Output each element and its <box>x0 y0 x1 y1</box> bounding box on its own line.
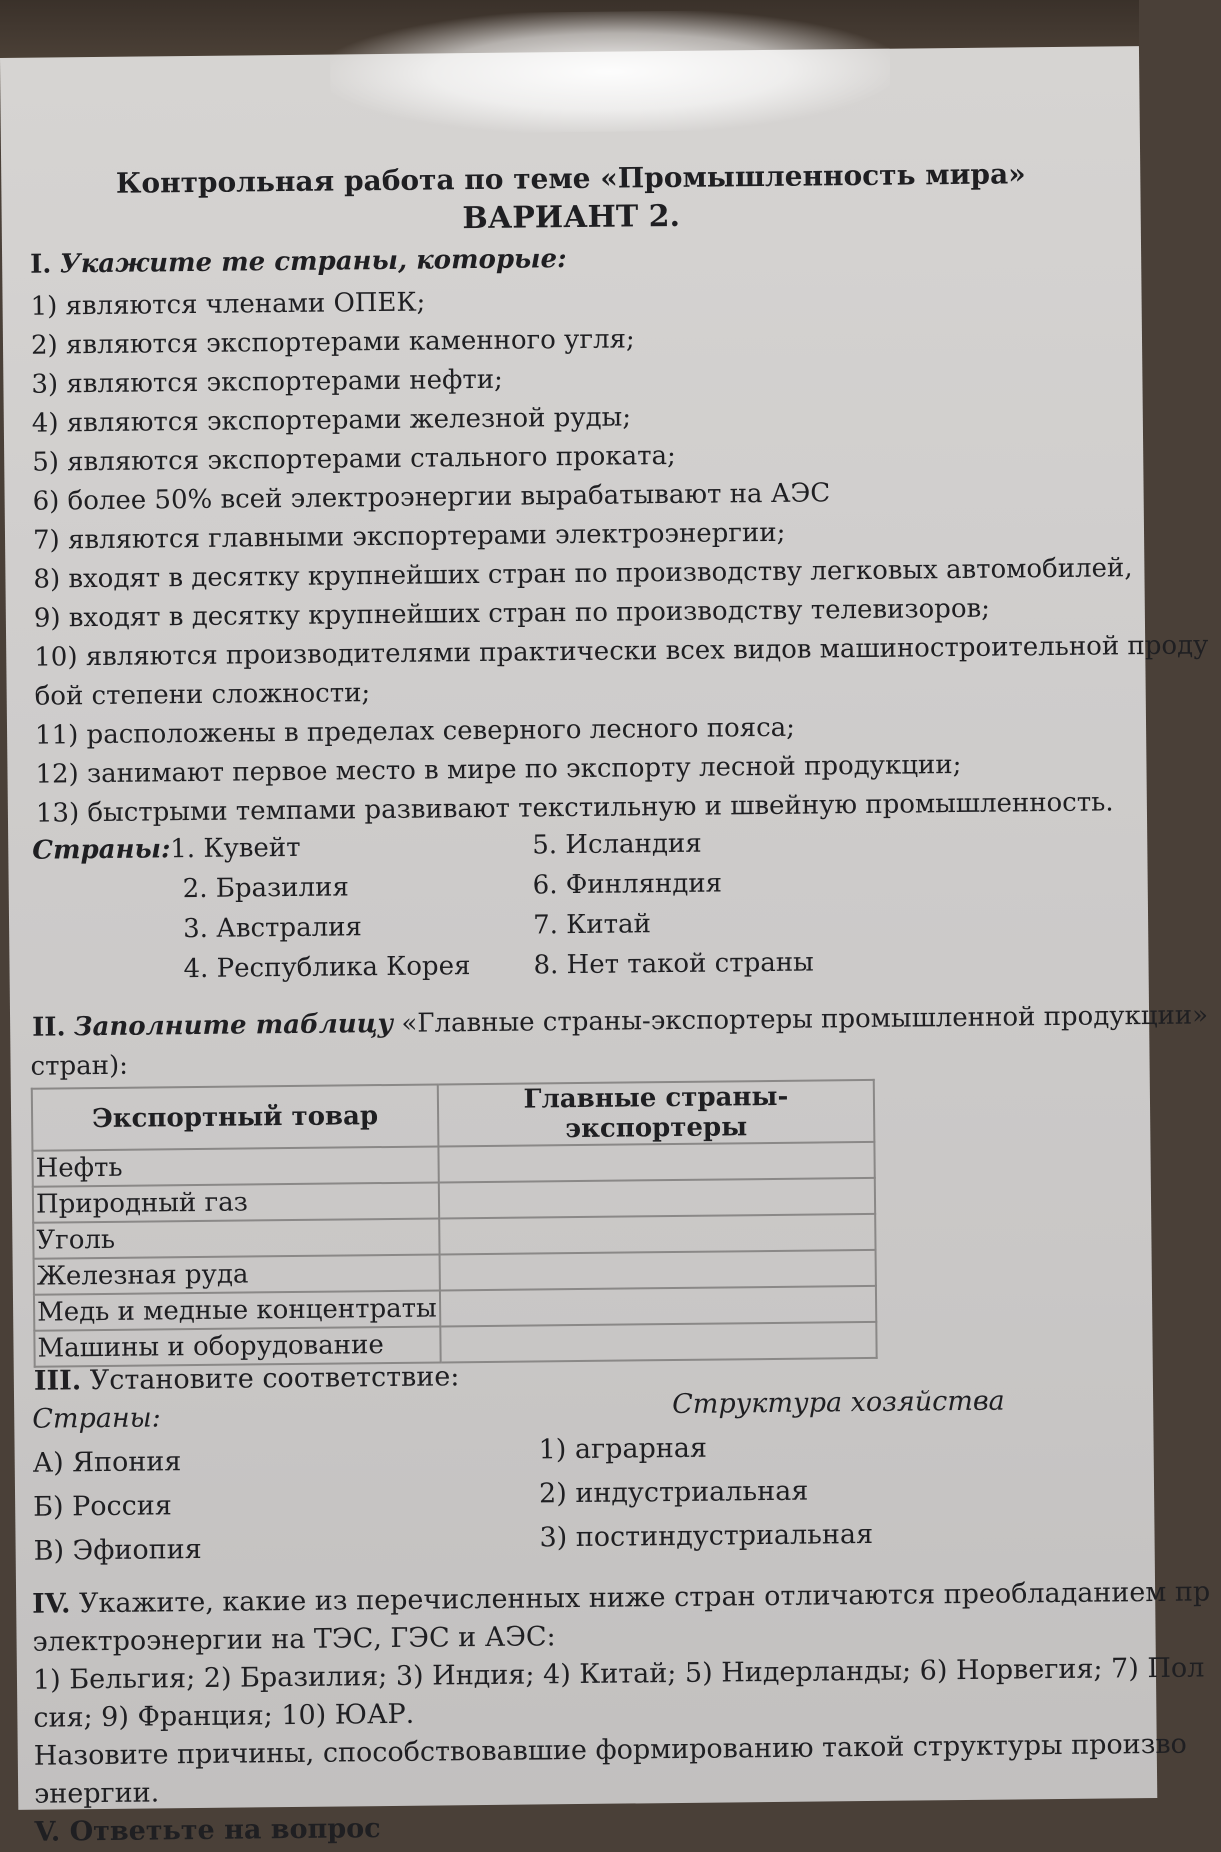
section-4-line: Назовите причины, способствовавшие формированию такой структуры произво <box>33 1728 1187 1772</box>
country-item: 5. Исландия <box>532 828 702 861</box>
section-1-instruction: Укажите те страны, которые: <box>59 244 567 280</box>
match-country: Б) Россия <box>33 1490 172 1523</box>
list-item: бой степени сложности; <box>34 678 371 712</box>
section-2-number: II. <box>31 1012 66 1043</box>
list-item: 6) более 50% всей электроэнергии вырабатывают на АЭС <box>32 478 831 517</box>
list-item: 8) входят в десятку крупнейших стран по производству легковых автомобилей, <box>33 553 1133 595</box>
table-cell-empty[interactable] <box>439 1178 875 1219</box>
section-3-number: III. <box>33 1365 82 1397</box>
table-header-goods: Экспортный товар <box>32 1084 439 1150</box>
table-cell-goods: Машины и оборудование <box>34 1326 440 1366</box>
list-item: 1) являются членами ОПЕК; <box>30 287 426 322</box>
section-1-list <box>30 275 1210 833</box>
countries-label: Страны: <box>32 834 171 866</box>
table-cell-empty[interactable] <box>438 1142 874 1183</box>
section-3-heading <box>34 1361 460 1396</box>
table-cell-empty[interactable] <box>439 1214 875 1255</box>
list-item: 3) являются экспортерами нефти; <box>31 364 503 400</box>
country-item: 3. Австралия <box>182 912 363 945</box>
country-item: 2. Бразилия <box>182 872 349 905</box>
exporters-table <box>31 1079 878 1368</box>
section-2-text: «Главные страны-экспортеры промышленной продукции» <box>401 1000 1209 1039</box>
section-4-line: сия; 9) Франция; 10) ЮАР. <box>33 1698 415 1734</box>
list-item: 12) занимают первое место в мире по экспорту лесной продукции; <box>35 749 962 790</box>
countries-label: Страны: <box>32 1402 161 1435</box>
worksheet-page <box>0 46 1211 1848</box>
section-4-line: IV. Укажите, какие из перечисленных ниже стран отличаются преобладанием пр <box>32 1576 1211 1620</box>
section-5-heading: V. Ответьте на вопрос <box>34 1813 381 1848</box>
table-cell-goods: Нефть <box>32 1146 438 1186</box>
table-cell-empty[interactable] <box>440 1250 876 1291</box>
table-header-row <box>32 1080 875 1151</box>
table-cell-goods: Уголь <box>33 1218 439 1258</box>
match-structure: 3) постиндустриальная <box>539 1518 874 1554</box>
section-4-line: 1) Бельгия; 2) Бразилия; 3) Индия; 4) Китай; 5) Нидерланды; 6) Норвегия; 7) Пол <box>32 1652 1205 1696</box>
section-2-instruction: Заполните таблицу <box>73 1008 394 1043</box>
match-country: В) Эфиопия <box>33 1533 202 1567</box>
page-title: Контрольная работа по теме «Промышленность мира» <box>115 157 1026 200</box>
country-item: 4. Республика Корея <box>183 951 471 985</box>
section-4-line: электроэнергии на ТЭС, ГЭС и АЭС: <box>32 1621 556 1658</box>
countries-block <box>32 825 1034 1005</box>
structure-label: Структура хозяйства <box>671 1385 1005 1421</box>
list-item: 7) являются главными экспортерами электроэнергии; <box>32 517 786 556</box>
table-cell-empty[interactable] <box>440 1286 876 1327</box>
table-cell-goods: Природный газ <box>33 1182 439 1222</box>
table-header-countries: Главные страны-экспортеры <box>438 1080 875 1147</box>
list-item: 4) являются экспортерами железной руды; <box>31 402 632 439</box>
section-1-number: I. <box>30 249 52 280</box>
section-1-heading <box>30 244 567 280</box>
list-item: 9) входят в десятку крупнейших стран по производству телевизоров; <box>33 593 991 634</box>
country-item: 7. Китай <box>532 909 652 941</box>
section-4-line: энергии. <box>34 1777 160 1810</box>
match-structure: 1) аграрная <box>538 1432 708 1466</box>
match-country: А) Япония <box>32 1446 182 1479</box>
table-cell-empty[interactable] <box>440 1322 876 1363</box>
section-4-number: IV. <box>32 1588 71 1620</box>
section-3-instruction: Установите соответствие: <box>89 1361 460 1397</box>
match-structure: 2) индустриальная <box>538 1475 809 1510</box>
light-glare <box>330 9 891 135</box>
list-item: 11) расположены в пределах северного лесного пояса; <box>34 712 796 751</box>
table-cell-goods: Железная руда <box>34 1254 440 1294</box>
list-item: 13) быстрыми темпами развивают текстильную и швейную промышленность. <box>35 787 1114 829</box>
country-item: 6. Финляндия <box>532 868 723 901</box>
variant-title: ВАРИАНТ 2. <box>462 198 681 237</box>
list-item: 5) являются экспортерами стального проката; <box>32 440 676 478</box>
country-item: 1. Кувейт <box>170 832 301 865</box>
list-item: 10) являются производителями практически всех видов машиностроительной проду <box>34 630 1209 673</box>
table-cell-goods: Медь и медные концентраты <box>34 1290 440 1330</box>
section-2-text-cont: стран): <box>30 1050 129 1082</box>
country-item: 8. Нет такой страны <box>533 947 814 981</box>
section-2-heading <box>32 1000 1208 1042</box>
list-item: 2) являются экспортерами каменного угля; <box>30 324 635 361</box>
